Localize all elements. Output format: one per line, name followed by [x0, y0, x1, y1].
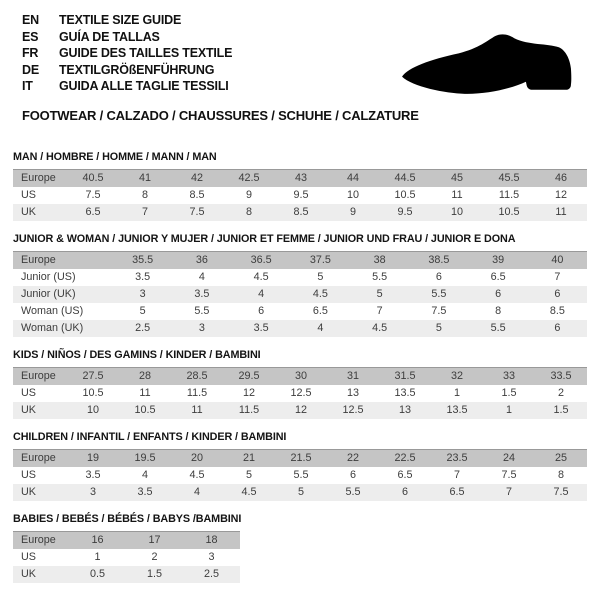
size-value: 5.5: [194, 304, 210, 317]
size-table-section-kids: [13, 349, 587, 419]
size-value: 8: [557, 468, 564, 481]
size-value: 29.5: [238, 369, 260, 382]
size-value: 4.5: [312, 287, 328, 300]
language-row: [22, 13, 587, 30]
size-value: 6.5: [490, 270, 506, 283]
size-value: 30: [294, 369, 307, 382]
size-value: 2.5: [203, 567, 219, 580]
row-label: Europe: [21, 451, 56, 464]
size-value: 10.5: [394, 188, 416, 201]
size-value: 7: [505, 485, 512, 498]
size-value: 22: [346, 451, 359, 464]
table-title-babies: BABIES / BEBÉS / BÉBÉS / BABYS /BAMBINI: [13, 512, 242, 525]
table-row: [13, 484, 587, 501]
size-value: 5.5: [372, 270, 388, 283]
size-value: 12: [242, 386, 255, 399]
size-value: 12: [554, 188, 567, 201]
language-code: FR: [22, 46, 39, 60]
table-title-junior-woman: JUNIOR & WOMAN / JUNIOR Y MUJER / JUNIOR ET FEMME / JUNIOR UND FRAU / JUNIOR E DONA: [13, 232, 516, 245]
row-label: UK: [21, 485, 36, 498]
size-value: 7.5: [189, 205, 205, 218]
size-value: 1: [453, 386, 460, 399]
size-value: 6: [554, 287, 561, 300]
size-value: 6: [435, 270, 442, 283]
row-label: UK: [21, 403, 36, 416]
size-value: 9: [245, 188, 252, 201]
row-label: Europe: [21, 253, 56, 266]
size-value: 8.5: [549, 304, 565, 317]
size-value: 10.5: [134, 403, 156, 416]
size-value: 36: [195, 253, 208, 266]
size-value: 13: [346, 386, 359, 399]
language-code: DE: [22, 62, 39, 77]
size-value: 10: [86, 403, 99, 416]
row-label: Woman (US): [21, 304, 84, 317]
language-label: GUIDE DES TAILLES TEXTILE: [59, 46, 233, 60]
language-label: GUÍA DE TALLAS: [59, 29, 160, 44]
header: [0, 0, 600, 123]
size-value: 5: [245, 468, 252, 481]
size-value: 11.5: [238, 403, 260, 416]
size-value: 10.5: [498, 205, 520, 218]
size-value: 44.5: [394, 171, 416, 184]
size-value: 3.5: [194, 287, 210, 300]
table-kids: [13, 367, 587, 419]
size-value: 7.5: [553, 485, 569, 498]
size-value: 19: [86, 451, 99, 464]
language-label: GUIDA ALLE TAGLIE TESSILI: [59, 79, 229, 93]
row-label: US: [21, 188, 36, 201]
row-label: Europe: [21, 533, 56, 546]
size-value: 13: [398, 403, 411, 416]
size-value: 3: [208, 550, 215, 563]
size-value: 5.5: [293, 468, 309, 481]
size-value: 7: [554, 270, 561, 283]
size-value: 6.5: [397, 468, 413, 481]
size-value: 5.5: [431, 287, 447, 300]
size-table-section-man: [13, 151, 587, 221]
size-value: 21: [242, 451, 255, 464]
table-row: [13, 402, 587, 419]
size-value: 6: [349, 468, 356, 481]
table-row: [13, 303, 587, 320]
size-value: 38.5: [428, 253, 450, 266]
size-value: 3: [198, 321, 205, 334]
size-tables: [0, 151, 600, 583]
size-value: 1.5: [501, 386, 517, 399]
size-value: 7.5: [501, 468, 517, 481]
dress-shoe-icon: [400, 33, 577, 96]
size-value: 10: [450, 205, 463, 218]
size-table-section-babies: [13, 513, 587, 583]
size-value: 3: [139, 287, 146, 300]
language-code: EN: [22, 13, 39, 27]
row-label: US: [21, 550, 36, 563]
size-value: 8.5: [189, 188, 205, 201]
size-value: 41: [138, 171, 151, 184]
size-value: 11.5: [186, 386, 208, 399]
size-value: 31: [346, 369, 359, 382]
size-value: 19.5: [134, 451, 156, 464]
size-value: 7: [141, 205, 148, 218]
size-value: 8: [245, 205, 252, 218]
size-value: 1: [505, 403, 512, 416]
table-row: [13, 269, 587, 286]
size-value: 6: [554, 321, 561, 334]
size-value: 7: [376, 304, 383, 317]
table-row: [13, 549, 240, 566]
size-value: 10: [346, 188, 359, 201]
row-label: US: [21, 468, 36, 481]
size-table-section-children: [13, 431, 587, 501]
table-title-kids: KIDS / NIÑOS / DES GAMINS / KINDER / BAMBINI: [13, 348, 261, 361]
size-value: 8: [495, 304, 502, 317]
size-value: 5: [297, 485, 304, 498]
size-value: 33.5: [550, 369, 572, 382]
size-value: 4: [141, 468, 148, 481]
size-value: 43: [294, 171, 307, 184]
size-value: 40.5: [82, 171, 104, 184]
size-value: 13.5: [446, 403, 468, 416]
row-label: Woman (UK): [21, 321, 84, 334]
table-row: [13, 320, 587, 337]
size-value: 2: [557, 386, 564, 399]
row-label: UK: [21, 567, 36, 580]
size-value: 6.5: [312, 304, 328, 317]
language-code: IT: [22, 79, 33, 93]
size-value: 10.5: [82, 386, 104, 399]
size-value: 8.5: [293, 205, 309, 218]
size-value: 11: [451, 188, 463, 201]
table-row: [13, 204, 587, 221]
size-value: 21.5: [290, 451, 312, 464]
size-value: 7.5: [431, 304, 447, 317]
row-label: US: [21, 386, 36, 399]
size-value: 28: [138, 369, 151, 382]
size-value: 2.5: [135, 321, 151, 334]
size-value: 4.5: [189, 468, 205, 481]
table-row: [13, 449, 587, 467]
size-value: 7: [453, 468, 460, 481]
size-value: 2: [151, 550, 158, 563]
size-value: 11: [139, 386, 151, 399]
size-value: 1: [94, 550, 101, 563]
table-junior-woman: [13, 251, 587, 337]
table-row: [13, 286, 587, 303]
size-value: 4: [258, 287, 265, 300]
size-value: 16: [91, 533, 104, 546]
size-value: 4.5: [372, 321, 388, 334]
size-value: 17: [148, 533, 161, 546]
size-value: 3.5: [85, 468, 101, 481]
size-value: 12.5: [342, 403, 364, 416]
size-value: 0.5: [89, 567, 105, 580]
size-value: 1.5: [553, 403, 569, 416]
table-row: [13, 187, 587, 204]
row-label: Junior (US): [21, 270, 76, 283]
size-value: 24: [502, 451, 515, 464]
row-label: Europe: [21, 171, 56, 184]
table-row: [13, 169, 587, 187]
size-value: 6: [401, 485, 408, 498]
language-code: ES: [22, 29, 39, 44]
size-value: 35.5: [132, 253, 154, 266]
size-value: 3: [89, 485, 96, 498]
size-value: 7.5: [85, 188, 101, 201]
row-label: Junior (UK): [21, 287, 76, 300]
language-label: TEXTILGRÖßENFÜHRUNG: [59, 62, 215, 77]
table-row: [13, 367, 587, 385]
size-value: 4: [317, 321, 324, 334]
size-value: 12: [294, 403, 307, 416]
table-row: [13, 385, 587, 402]
size-value: 20: [190, 451, 203, 464]
row-label: UK: [21, 205, 36, 218]
size-value: 38: [373, 253, 386, 266]
size-value: 28.5: [186, 369, 208, 382]
size-value: 36.5: [250, 253, 272, 266]
table-row: [13, 467, 587, 484]
size-value: 5: [139, 304, 146, 317]
size-value: 32: [450, 369, 463, 382]
size-value: 31.5: [394, 369, 416, 382]
row-label: Europe: [21, 369, 56, 382]
size-value: 27.5: [82, 369, 104, 382]
size-value: 5.5: [490, 321, 506, 334]
size-value: 5.5: [345, 485, 361, 498]
table-children: [13, 449, 587, 501]
table-row: [13, 531, 240, 549]
size-value: 6.5: [449, 485, 465, 498]
size-value: 25: [554, 451, 567, 464]
size-value: 5: [317, 270, 324, 283]
size-value: 4.5: [241, 485, 257, 498]
size-value: 22.5: [394, 451, 416, 464]
size-value: 6.5: [85, 205, 101, 218]
size-value: 4.5: [253, 270, 269, 283]
size-value: 37.5: [309, 253, 331, 266]
size-value: 1.5: [146, 567, 162, 580]
size-value: 13.5: [394, 386, 416, 399]
size-value: 45.5: [498, 171, 520, 184]
size-value: 9.5: [293, 188, 309, 201]
size-table-section-junior-woman: [13, 233, 587, 337]
size-value: 33: [502, 369, 515, 382]
size-value: 23.5: [446, 451, 468, 464]
table-row: [13, 566, 240, 583]
size-value: 9: [349, 205, 356, 218]
table-title-man: MAN / HOMBRE / HOMME / MANN / MAN: [13, 150, 217, 163]
table-man: [13, 169, 587, 221]
size-value: 5: [435, 321, 442, 334]
size-value: 3.5: [135, 270, 151, 283]
size-value: 6: [495, 287, 502, 300]
size-value: 11: [555, 205, 567, 218]
size-value: 12.5: [290, 386, 312, 399]
table-row: [13, 251, 587, 269]
category-heading: FOOTWEAR / CALZADO / CHAUSSURES / SCHUHE / CALZATURE: [22, 107, 419, 123]
size-value: 8: [141, 188, 148, 201]
size-value: 11: [191, 403, 203, 416]
size-value: 3.5: [137, 485, 153, 498]
size-value: 42.5: [238, 171, 260, 184]
table-title-children: CHILDREN / INFANTIL / ENFANTS / KINDER / BAMBINI: [13, 430, 287, 443]
size-value: 4: [198, 270, 205, 283]
language-label: TEXTILE SIZE GUIDE: [59, 13, 182, 27]
size-value: 11.5: [498, 188, 520, 201]
size-value: 9.5: [397, 205, 413, 218]
size-value: 3.5: [253, 321, 269, 334]
size-value: 39: [492, 253, 505, 266]
size-value: 45: [450, 171, 463, 184]
size-value: 42: [190, 171, 203, 184]
size-value: 46: [554, 171, 567, 184]
size-value: 6: [258, 304, 265, 317]
size-value: 44: [346, 171, 359, 184]
size-value: 18: [205, 533, 218, 546]
size-value: 4: [193, 485, 200, 498]
size-value: 40: [551, 253, 564, 266]
table-babies: [13, 531, 240, 583]
size-value: 5: [376, 287, 383, 300]
